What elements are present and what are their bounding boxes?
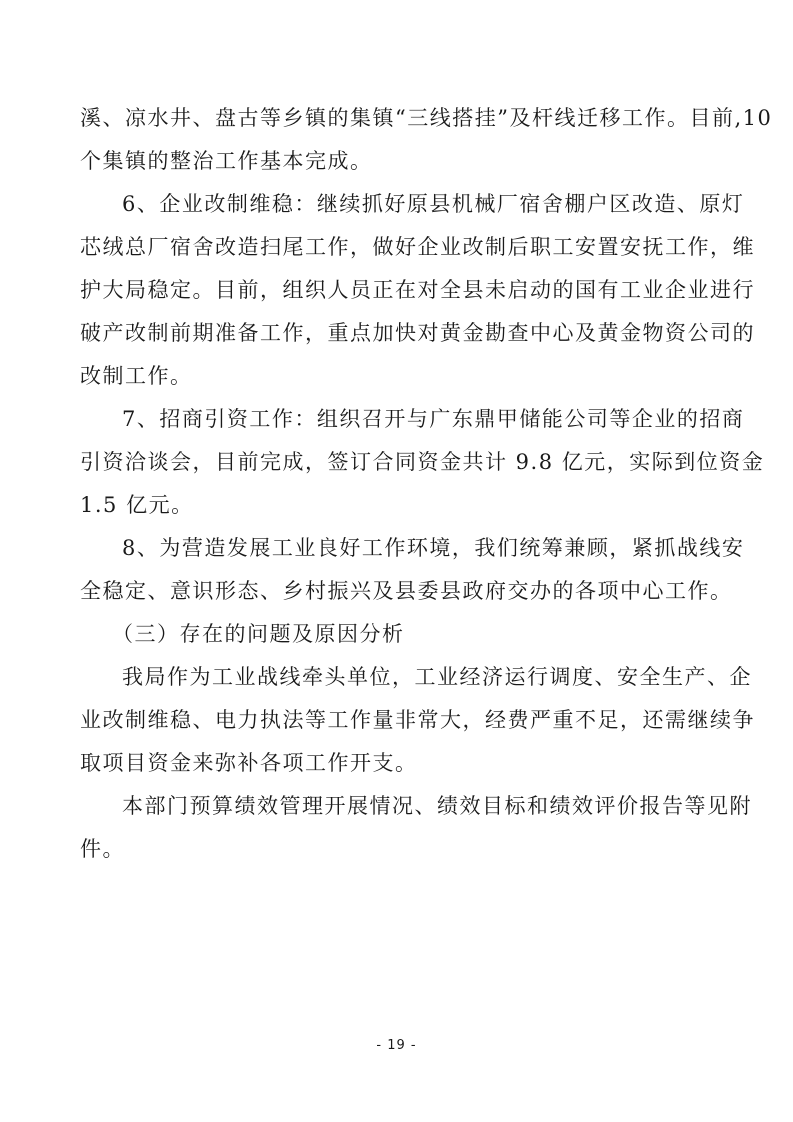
- paragraph-first-line: 我局作为工业战线牵头单位，工业经济运行调度、安全生产、企: [122, 665, 752, 689]
- paragraph-first-line: 7、招商引资工作：组织召开与广东鼎甲储能公司等企业的招商: [122, 407, 745, 431]
- page-number: - 19 -: [376, 1038, 417, 1053]
- text-line: 取项目资金来弥补各项工作开支。: [80, 751, 418, 775]
- text-line: 引资洽谈会，目前完成，签订合同资金共计 9.8 亿元，实际到位资金: [80, 450, 765, 474]
- text-line: 芯绒总厂宿舍改造扫尾工作，做好企业改制后职工安置安抚工作，维: [80, 235, 755, 259]
- text-line: 护大局稳定。目前，组织人员正在对全县未启动的国有工业企业进行: [80, 278, 755, 302]
- section-heading: （三）存在的问题及原因分析: [112, 622, 405, 646]
- text-line: 全稳定、意识形态、乡村振兴及县委县政府交办的各项中心工作。: [80, 579, 733, 603]
- text-line: 件。: [80, 837, 125, 861]
- paragraph-first-line: 本部门预算绩效管理开展情况、绩效目标和绩效评价报告等见附: [122, 794, 752, 818]
- text-line: 改制工作。: [80, 364, 193, 388]
- paragraph-first-line: 8、为营造发展工业良好工作环境，我们统筹兼顾，紧抓战线安: [122, 536, 745, 560]
- text-line: 溪、凉水井、盘古等乡镇的集镇“三线搭挂”及杆线迁移工作。目前,10: [80, 106, 773, 130]
- text-line: 破产改制前期准备工作，重点加快对黄金勘查中心及黄金物资公司的: [80, 321, 755, 345]
- text-line: 1.5 亿元。: [80, 493, 194, 517]
- text-line: 业改制维稳、电力执法等工作量非常大，经费严重不足，还需继续争: [80, 708, 755, 732]
- paragraph-first-line: 6、企业改制维稳：继续抓好原县机械厂宿舍棚户区改造、原灯: [122, 192, 745, 216]
- text-line: 个集镇的整治工作基本完成。: [80, 149, 373, 173]
